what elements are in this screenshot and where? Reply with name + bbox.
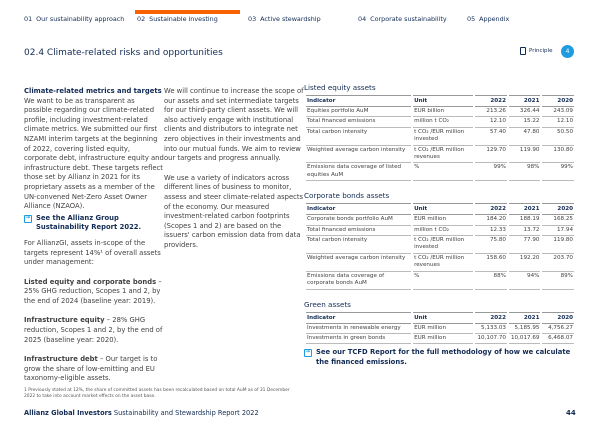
table-cell: 12.33 [475, 226, 507, 236]
col-2021: 2021 [509, 203, 541, 215]
table-cell: t CO₂ /EUR million invested [413, 236, 473, 254]
table-cell: Investments in renewable energy [306, 324, 411, 334]
column-1 [24, 87, 164, 394]
table-cell: 130.80 [542, 146, 574, 164]
table-cell: 47.80 [509, 128, 541, 146]
nav-tab-02[interactable] [137, 15, 218, 23]
table-cell: 203.70 [542, 254, 574, 272]
table-row [306, 334, 574, 344]
target-infra-equity [24, 316, 164, 345]
nav-label: Corporate sustainability [370, 15, 447, 23]
table-cell: million t CO₂ [413, 226, 473, 236]
table-cell: EUR billion [413, 107, 473, 117]
table-row [306, 236, 574, 254]
table-cell: 243.09 [542, 107, 574, 117]
paragraph: For AllianzGI, assets in-scope of the targets represent 14%¹ of overall assets under management: [24, 238, 161, 267]
table-cell: 98% [509, 163, 541, 181]
table-cell: Total financed emissions [306, 226, 411, 236]
table-cell: Weighted average carbon intensity [306, 146, 411, 164]
table-row [306, 128, 574, 146]
table-cell: Investments in green bonds [306, 334, 411, 344]
table-cell: 12.10 [542, 117, 574, 127]
col-indicator: Indicator [306, 95, 411, 107]
table-cell: million t CO₂ [413, 117, 473, 127]
table-cell: 6,468.07 [542, 334, 574, 344]
target-label: Listed equity and corporate bonds [24, 277, 157, 286]
table-cell: 168.25 [542, 215, 574, 225]
link-text: See our TCFD Report for the full methodology of how we calculate the financed emissions. [316, 348, 571, 366]
col-2020: 2020 [542, 203, 574, 215]
table-header-row [306, 95, 574, 107]
table-cell: % [413, 163, 473, 181]
table-cell: t CO₂ /EUR million revenues [413, 254, 473, 272]
paragraph: We will continue to increase the scope of our assets and set intermediate targets for our third-party client assets. We will also actively engage with institutional clients and distributors to integrate net zero objectives in their investments and into our mutual funds. We aim to review our targets and progress annually. [164, 87, 304, 163]
group-report-link[interactable] [24, 214, 164, 233]
target-label: Infrastructure debt [24, 355, 98, 364]
table-cell: Weighted average carbon intensity [306, 254, 411, 272]
table-row [306, 215, 574, 225]
principle-number-badge[interactable]: 4 [561, 45, 574, 58]
table-cell: 158.60 [475, 254, 507, 272]
table-row [306, 324, 574, 334]
table-row [306, 254, 574, 272]
table-cell: 5,185.95 [509, 324, 541, 334]
external-link-icon [304, 349, 312, 357]
nav-number: 03 [248, 15, 257, 23]
external-link-icon [24, 215, 32, 223]
table-cell: 4,756.27 [542, 324, 574, 334]
table-title: Corporate bonds assets [304, 191, 390, 201]
tables-column [304, 83, 576, 374]
table-cell: EUR million [413, 215, 473, 225]
table-cell: 192.20 [509, 254, 541, 272]
table-cell: 129.70 [475, 146, 507, 164]
table-row [306, 107, 574, 117]
target-text: – 28% GHG reduction, Scopes 1 and 2, by the end of 2025 (baseline year: 2020). [24, 316, 163, 344]
target-listed-equity [24, 278, 164, 307]
table-header-row [306, 203, 574, 215]
footnote: 1 Previously stated at 12%, the share of committed assets has been recalculated based on total AuM as of 31 December 2022 to take into account market effects on the asset base. [24, 388, 290, 399]
paragraph: We want to be as transparent as possible regarding our climate-related profile, including investment-related climate metrics. We submitted our first NZAMI interim targets at the beginning of 2022, covering listed equity, corporate debt, infrastructure equity and infrastructure debt. These targets reflect those set by Allianz in 2021 for its proprietary assets as a member of the UN-convened Net-Zero Asset Owner Alliance (NZAOA). [24, 96, 164, 211]
table-cell: Emissions data coverage of listed equities AuM [306, 163, 411, 181]
table-cell: EUR million [413, 324, 473, 334]
principle-label: Principle [529, 48, 553, 54]
green-assets-table [304, 312, 576, 345]
nav-label: Sustainable investing [149, 15, 218, 23]
table-cell: Total carbon intensity [306, 236, 411, 254]
nav-number: 04 [358, 15, 367, 23]
section-heading: Climate-related metrics and targets [24, 87, 162, 95]
table-cell: 94% [509, 272, 541, 290]
column-2 [164, 87, 304, 261]
table-cell: 57.40 [475, 128, 507, 146]
nav-number: 01 [24, 15, 33, 23]
table-cell: 17.94 [542, 226, 574, 236]
table-row [306, 146, 574, 164]
nav-label: Our sustainability approach [36, 15, 125, 23]
table-title: Listed equity assets [304, 83, 376, 92]
table-cell: 188.19 [509, 215, 541, 225]
nav-label: Appendix [479, 15, 510, 23]
top-navigation [0, 0, 600, 30]
book-icon [520, 47, 526, 55]
table-cell: Equities portfolio AuM [306, 107, 411, 117]
nav-tab-03[interactable] [248, 15, 321, 23]
col-unit: Unit [413, 203, 473, 215]
table-row [306, 117, 574, 127]
col-2022: 2022 [475, 312, 507, 324]
table-cell: 13.72 [509, 226, 541, 236]
nav-tab-01[interactable] [24, 15, 124, 23]
table-cell: 88% [475, 272, 507, 290]
col-2022: 2022 [475, 95, 507, 107]
col-2020: 2020 [542, 312, 574, 324]
col-indicator: Indicator [306, 203, 411, 215]
table-cell: 50.50 [542, 128, 574, 146]
col-2020: 2020 [542, 95, 574, 107]
table-row [306, 272, 574, 290]
table-header-row [306, 312, 574, 324]
table-cell: 12.10 [475, 117, 507, 127]
nav-number: 02 [137, 15, 146, 23]
table-cell: 5,133.03 [475, 324, 507, 334]
table-cell: Total carbon intensity [306, 128, 411, 146]
table-cell: Corporate bonds portfolio AuM [306, 215, 411, 225]
table-cell: 213.26 [475, 107, 507, 117]
col-2021: 2021 [509, 312, 541, 324]
nav-tab-05[interactable] [467, 15, 509, 23]
table-row [306, 226, 574, 236]
footer-brand: Allianz Global Investors [24, 409, 112, 417]
footer [24, 409, 259, 417]
target-text: – 25% GHG reduction, Scopes 1 and 2, by the end of 2024 (baseline year: 2019). [24, 277, 162, 305]
table-cell: 10,017.69 [509, 334, 541, 344]
nav-label: Active stewardship [260, 15, 321, 23]
table-cell: 184.20 [475, 215, 507, 225]
table-cell: EUR million [413, 334, 473, 344]
nav-number: 05 [467, 15, 476, 23]
link-text: See the Allianz Group Sustainability Report 2022. [36, 213, 142, 232]
target-infra-debt [24, 355, 164, 384]
table-row [306, 163, 574, 181]
target-label: Infrastructure equity [24, 316, 105, 325]
paragraph: We use a variety of indicators across different lines of business to monitor, assess and steer climate-related aspects of the economy. Our measured investment-related carbon footprints (Scopes 1 and 2) are based on the issuers' carbon emission data from data providers. [164, 173, 304, 249]
col-unit: Unit [413, 312, 473, 324]
table-cell: Total financed emissions [306, 117, 411, 127]
table-title: Green assets [304, 299, 351, 309]
table-cell: 10,107.70 [475, 334, 507, 344]
table-cell: 99% [475, 163, 507, 181]
table-cell: Emissions data coverage of corporate bonds AuM [306, 272, 411, 290]
table-cell: t CO₂ /EUR million revenues [413, 146, 473, 164]
table-cell: 119.80 [542, 236, 574, 254]
tcfd-report-link[interactable] [304, 348, 576, 367]
page-title: 02.4 Climate-related risks and opportunities [24, 48, 223, 58]
table-cell: % [413, 272, 473, 290]
table-cell: 326.44 [509, 107, 541, 117]
page-number: 44 [566, 409, 576, 417]
listed-equity-table [304, 95, 576, 181]
nav-tab-04[interactable] [358, 15, 447, 23]
principle-link[interactable] [520, 47, 552, 55]
table-cell: 99% [542, 163, 574, 181]
corporate-bonds-table [304, 203, 576, 289]
table-cell: 77.90 [509, 236, 541, 254]
table-cell: t CO₂ /EUR million invested [413, 128, 473, 146]
footer-title: Sustainability and Stewardship Report 2022 [111, 409, 259, 417]
col-unit: Unit [413, 95, 473, 107]
col-2022: 2022 [475, 203, 507, 215]
col-2021: 2021 [509, 95, 541, 107]
table-cell: 75.80 [475, 236, 507, 254]
table-cell: 15.22 [509, 117, 541, 127]
col-indicator: Indicator [306, 312, 411, 324]
table-cell: 119.90 [509, 146, 541, 164]
target-text: – Our target is to grow the share of low-emitting and EU taxonomy-eligible assets. [24, 355, 158, 383]
table-cell: 89% [542, 272, 574, 290]
